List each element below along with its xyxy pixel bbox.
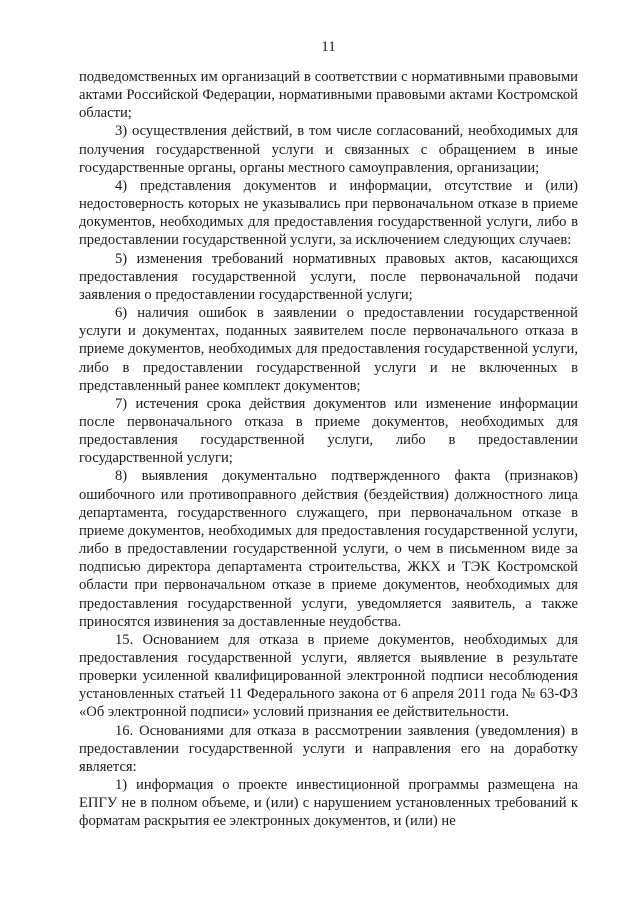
paragraph-item-4: 4) представления документов и информации, отсутствие и (или) недостоверность которых не указывались при первоначальном отказе в приеме документов, необходимых для предоставления государственной услуги, либо в предоставлении государственной услуги, за исключением следующих случаев: bbox=[79, 177, 578, 249]
paragraph-clause-16-item-1: 1) информация о проекте инвестиционной программы размещена на ЕПГУ не в полном объеме, и (или) с нарушением установленных требований к форматам раскрытия ее электронных документов, и (или) не bbox=[79, 777, 578, 830]
paragraph-item-6: 6) наличия ошибок в заявлении о предоставлении государственной услуги и документах, поданных заявителем после первоначального отказа в приеме документов, необходимых для предоставления государственной услуги, либо в предоставлении государственной услуги и не включенных в представленный ранее комплект документов; bbox=[79, 305, 578, 394]
paragraph-item-3: 3) осуществления действий, в том числе согласований, необходимых для получения государственной услуги и связанных с обращением в иные государственные органы, органы местного самоуправления, организации; bbox=[79, 123, 578, 176]
paragraph-item-7: 7) истечения срока действия документов или изменение информации после первоначального отказа в приеме документов, необходимых для предоставления государственной услуги, либо в предоставлении государственной услуги; bbox=[79, 395, 578, 467]
document-body bbox=[79, 68, 578, 831]
paragraph-clause-15: 15. Основанием для отказа в приеме документов, необходимых для предоставления государственной услуги, является выявление в результате проверки усиленной квалифицированной электронной подписи несоблюдения установленных статьей 11 Федерального закона от 6 апреля 2011 года № 63-ФЗ «Об электронной подписи» условий признания ее действительности. bbox=[79, 631, 578, 721]
paragraph-clause-16: 16. Основаниями для отказа в рассмотрении заявления (уведомления) в предоставлении государственной услуги и направления его на доработку является: bbox=[79, 722, 578, 775]
paragraph-continuation: подведомственных им организаций в соответствии с нормативными правовыми актами Российской Федерации, нормативными правовыми актами Костромской области; bbox=[79, 69, 578, 122]
paragraph-item-5: 5) изменения требований нормативных правовых актов, касающихся предоставления государственной услуги, после первоначальной подачи заявления о предоставлении государственной услуги; bbox=[79, 250, 578, 303]
page-number: 11 bbox=[321, 39, 336, 55]
paragraph-item-8: 8) выявления документально подтвержденного факта (признаков) ошибочного или противоправного действия (бездействия) должностного лица департамента, государственного служащего, при первоначальном отказе в приеме документов, необходимых для предоставления государственной услуги, либо в предоставлении государственной услуги, о чем в письменном виде за подписью директора департамента строительства, ЖКХ и ТЭК Костромской области при первоначальном отказе в приеме документов, необходимыx для предоставления государственной услуги, уведомляется заявитель, а также приносятся извинения за доставленные неудобства. bbox=[79, 468, 578, 630]
